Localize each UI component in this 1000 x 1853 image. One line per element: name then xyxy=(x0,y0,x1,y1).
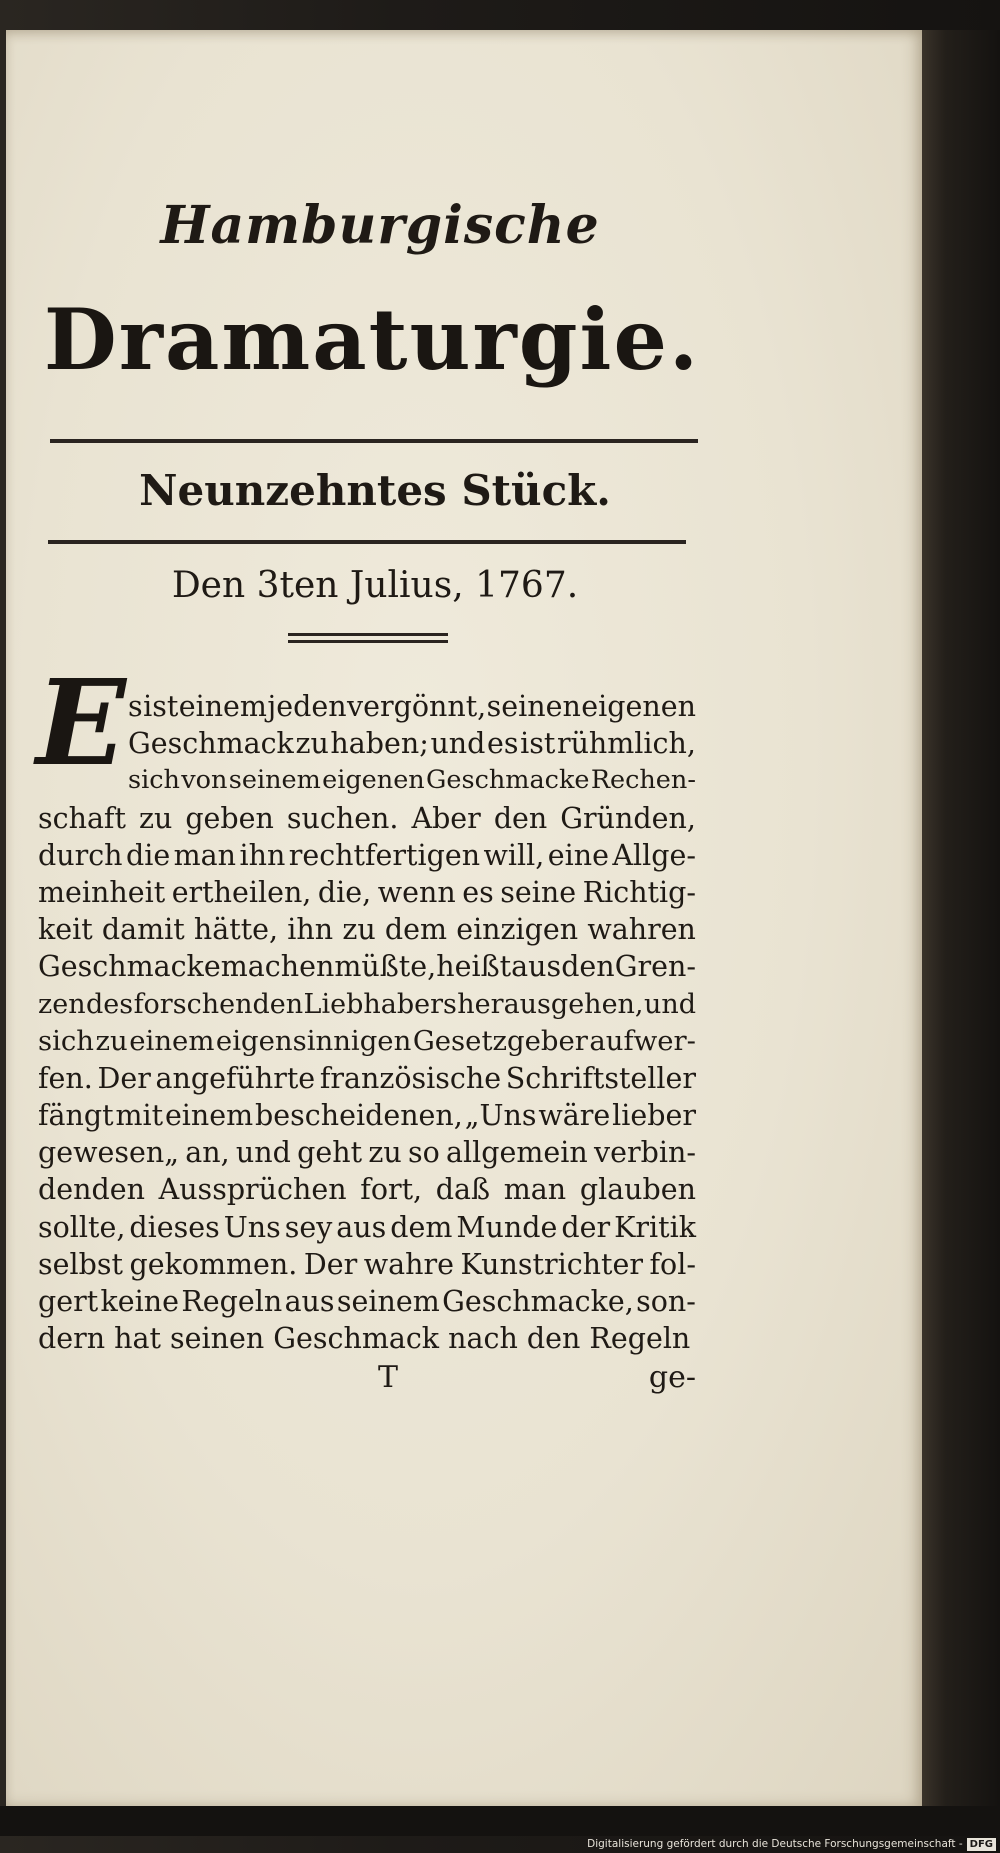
text-line: Geschmacke machen müßte, heißt aus den Gren- xyxy=(38,950,696,984)
title-line-2: Dramaturgie. xyxy=(43,290,701,389)
text-line: denden Aussprüchen fort, daß man glauben xyxy=(38,1173,696,1207)
signature-line xyxy=(38,1360,696,1400)
dfg-logo: DFG xyxy=(967,1838,996,1851)
text-line: sich zu einem eigensinnigen Gesetzgeber aufwer- xyxy=(38,1024,696,1057)
text-line: selbst gekommen. Der wahre Kunstrichter fol- xyxy=(38,1247,696,1281)
text-line: fen. Der angeführte französische Schriftsteller xyxy=(38,1061,696,1095)
credit-text: Digitalisierung gefördert durch die Deutsche Forschungsgemeinschaft - xyxy=(587,1838,963,1850)
text-line: gewesen„ an, und geht zu so allgemein verbin- xyxy=(38,1136,696,1170)
text-line: gert keine Regeln aus seinem Geschmacke, son- xyxy=(38,1285,696,1318)
text-line: Geschmack zu haben; und es ist rühmlich, xyxy=(128,727,696,761)
rule-top xyxy=(50,439,698,443)
text-line: fängt mit einem bescheidenen, „Uns wäre lieber xyxy=(38,1099,696,1133)
catchword: ge- xyxy=(648,1360,696,1395)
digitization-credit xyxy=(560,1836,1000,1853)
text-line: schaft zu geben suchen. Aber den Gründen, xyxy=(38,801,696,835)
ornament-rule xyxy=(288,633,448,647)
title-line-1: Hamburgische xyxy=(160,195,600,256)
text-line: zen des forschenden Liebhabers herausgehen, und xyxy=(38,988,696,1020)
text-line: keit damit hätte, ihn zu dem einzigen wahren xyxy=(38,913,696,947)
drop-cap: E xyxy=(36,653,126,792)
text-line: sich von seinem eigenen Geschmacke Rechen- xyxy=(128,765,696,796)
scan-bottom-border xyxy=(0,1806,1000,1836)
text-line: s ist einem jeden vergönnt, seinen eigenen xyxy=(128,690,696,723)
book-edge-shadow xyxy=(922,30,1000,1806)
rule-middle xyxy=(48,540,686,544)
text-line: durch die man ihn rechtfertigen will, eine Allge- xyxy=(38,838,696,872)
body-text xyxy=(38,688,696,1357)
signature-mark: T xyxy=(378,1360,399,1395)
text-line: meinheit ertheilen, die, wenn es seine Richtig- xyxy=(38,875,696,909)
text-line: dern hat seinen Geschmack nach den Regeln xyxy=(38,1322,691,1356)
issue-date: Den 3ten Julius, 1767. xyxy=(171,565,579,606)
issue-heading: Neunzehntes Stück. xyxy=(139,466,611,515)
text-line: sollte, dieses Uns sey aus dem Munde der Kritik xyxy=(38,1210,696,1244)
